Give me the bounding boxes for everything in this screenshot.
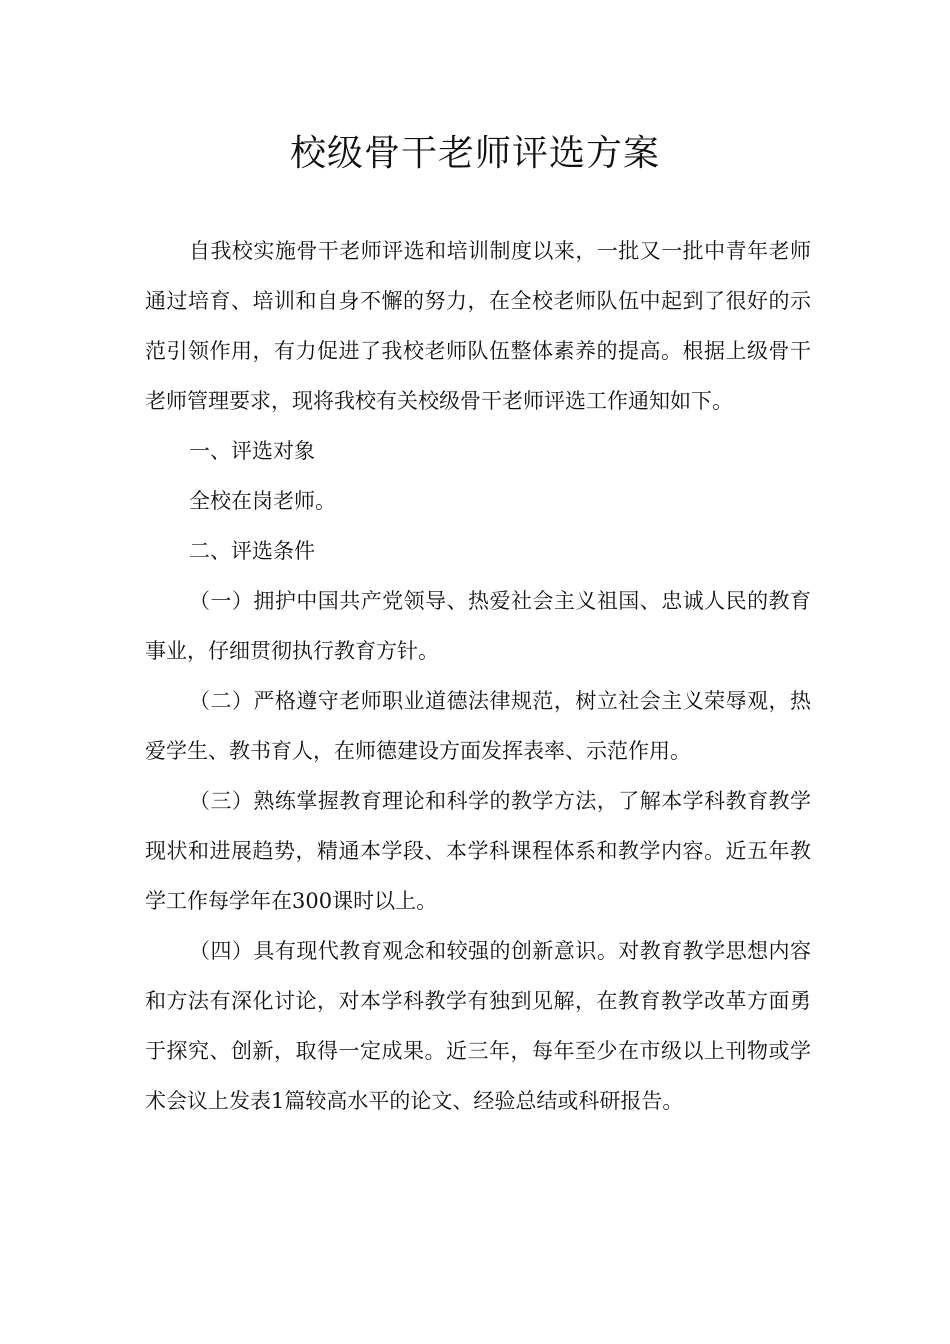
document-title: 校级骨干老师评选方案 xyxy=(289,133,660,174)
condition-paragraph-3: （三）熟练掌握教育理论和科学的教学方法，了解本学科教育教学现状和进展趋势，精通本学段、本学科课程体系和教学内容。近五年教学工作每学年在300课时以上。 xyxy=(145,789,811,913)
condition-paragraph-2: （二）严格遵守老师职业道德法律规范，树立社会主义荣辱观，热爱学生、教书育人，在师德建设方面发挥表率、示范作用。 xyxy=(145,689,811,763)
document-body xyxy=(145,226,811,1126)
selection-target-paragraph: 全校在岗老师。 xyxy=(189,489,336,513)
condition-paragraph-4: （四）具有现代教育观念和较强的创新意识。对教育教学思想内容和方法有深化讨论，对本学科教学有独到见解，在教育教学改革方面勇于探究、创新，取得一定成果。近三年，每年至少在市级以上刊物或学术会议上发表1篇较高水平的论文、经验总结或科研报告。 xyxy=(145,939,811,1113)
section-heading-selection-target: 一、评选对象 xyxy=(189,439,315,463)
intro-paragraph: 自我校实施骨干老师评选和培训制度以来，一批又一批中青年老师通过培育、培训和自身不懈的努力，在全校老师队伍中起到了很好的示范引领作用，有力促进了我校老师队伍整体素养的提高。根据上级骨干老师管理要求，现将我校有关校级骨干老师评选工作通知如下。 xyxy=(145,239,811,413)
section-heading-selection-conditions: 二、评选条件 xyxy=(189,539,315,563)
condition-paragraph-1: （一）拥护中国共产党领导、热爱社会主义祖国、忠诚人民的教育事业，仔细贯彻执行教育方针。 xyxy=(145,589,811,663)
